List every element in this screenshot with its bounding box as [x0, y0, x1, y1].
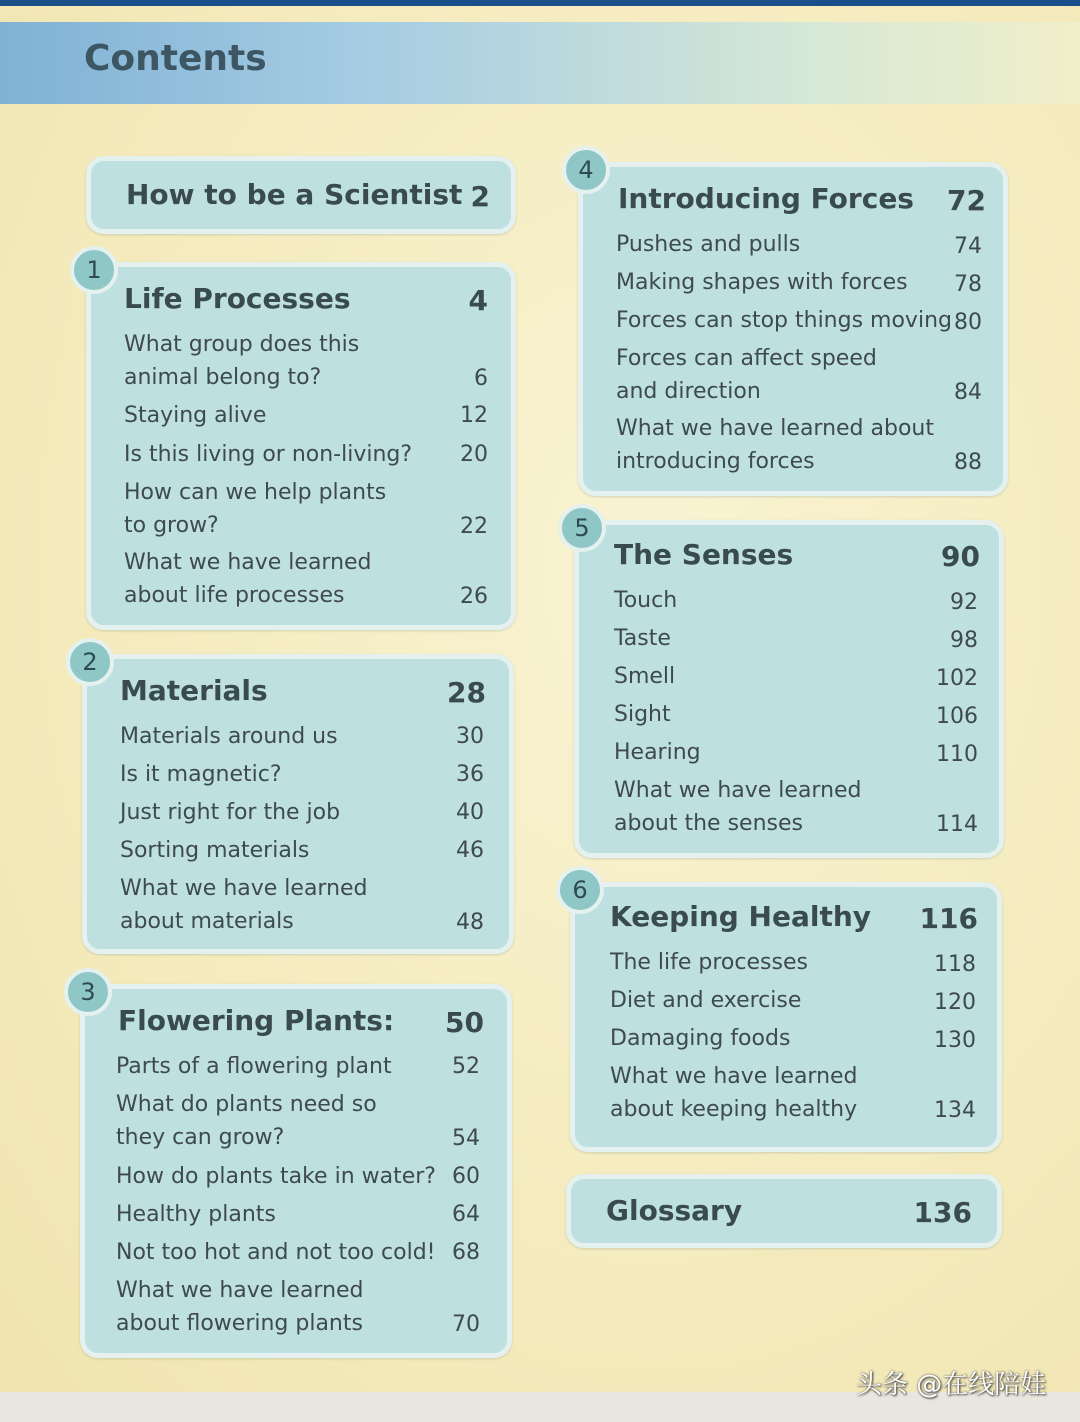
- entry-text: Is this living or non-living?: [124, 442, 413, 467]
- unit-title-page: 116: [919, 902, 978, 935]
- unit-number-badge: 4: [562, 146, 610, 194]
- entry-page: 52: [452, 1054, 480, 1079]
- entry-page: 30: [456, 724, 484, 749]
- unit-number-badge: 2: [66, 638, 114, 686]
- unit-title-page: 4: [468, 284, 488, 317]
- entry-page: 54: [452, 1126, 480, 1151]
- entry-page: 36: [456, 762, 484, 787]
- entry-text: What we have learned about introducing forces: [616, 416, 934, 474]
- top-edge-strip: [0, 0, 1080, 6]
- entry-text: Damaging foods: [610, 1026, 791, 1051]
- entry-text: What we have learned about keeping healthy: [610, 1064, 858, 1122]
- entry-text: Forces can stop things moving: [616, 308, 952, 333]
- unit-title-page: 28: [447, 676, 486, 709]
- entry-page: 98: [950, 628, 978, 653]
- glossary-page: 136: [913, 1196, 972, 1229]
- entry-text: What we have learned about flowering plants: [116, 1278, 364, 1336]
- unit-number-badge: 3: [64, 968, 112, 1016]
- intro-title: How to be a Scientist: [126, 178, 463, 211]
- entry-page: 22: [460, 514, 488, 539]
- entry-text: Touch: [614, 588, 678, 613]
- entry-text: Not too hot and not too cold!: [116, 1240, 436, 1265]
- unit-title-page: 50: [445, 1006, 484, 1039]
- watermark-text: 头条 @在线陪娃: [856, 1370, 1047, 1400]
- entry-page: 92: [950, 590, 978, 615]
- entry-text: What do plants need so they can grow?: [116, 1092, 377, 1150]
- unit-title-page: 72: [947, 184, 986, 217]
- entry-text: Sorting materials: [120, 838, 310, 863]
- entry-text: Smell: [614, 664, 676, 689]
- entry-page: 64: [452, 1202, 480, 1227]
- entry-page: 84: [954, 380, 982, 405]
- entry-page: 6: [474, 366, 488, 391]
- unit-title: Life Processes: [124, 282, 351, 315]
- entry-text: What we have learned about the senses: [614, 778, 862, 836]
- entry-text: Taste: [614, 626, 671, 651]
- entry-page: 70: [452, 1312, 480, 1337]
- entry-text: Just right for the job: [120, 800, 341, 825]
- entry-text: What group does this animal belong to?: [124, 332, 360, 390]
- entry-page: 134: [934, 1098, 976, 1123]
- unit-number-badge: 6: [556, 866, 604, 914]
- unit-title: The Senses: [614, 538, 794, 571]
- entry-page: 20: [460, 442, 488, 467]
- unit-number-badge: 5: [558, 504, 606, 552]
- unit-title: Materials: [120, 674, 268, 707]
- entry-page: 110: [936, 742, 978, 767]
- entry-page: 40: [456, 800, 484, 825]
- entry-text: The life processes: [610, 950, 808, 975]
- entry-text: Parts of a flowering plant: [116, 1054, 392, 1079]
- entry-page: 114: [936, 812, 978, 837]
- intro-page: 2: [470, 180, 490, 213]
- entry-page: 118: [934, 952, 976, 977]
- entry-page: 12: [460, 403, 488, 428]
- entry-page: 80: [954, 310, 982, 335]
- entry-text: Staying alive: [124, 403, 267, 428]
- entry-page: 102: [936, 666, 978, 691]
- entry-text: How do plants take in water?: [116, 1164, 436, 1189]
- unit-title: Keeping Healthy: [610, 900, 872, 933]
- entry-page: 130: [934, 1028, 976, 1053]
- entry-page: 106: [936, 704, 978, 729]
- entry-page: 48: [456, 910, 484, 935]
- entry-page: 46: [456, 838, 484, 863]
- entry-text: Diet and exercise: [610, 988, 802, 1013]
- entry-text: Materials around us: [120, 724, 338, 749]
- entry-page: 68: [452, 1240, 480, 1265]
- unit-title: Introducing Forces: [618, 182, 914, 215]
- entry-text: Sight: [614, 702, 671, 727]
- entry-page: 120: [934, 990, 976, 1015]
- entry-text: What we have learned about materials: [120, 876, 368, 934]
- entry-page: 74: [954, 234, 982, 259]
- unit-title: Flowering Plants:: [118, 1004, 395, 1037]
- entry-page: 26: [460, 584, 488, 609]
- entry-text: How can we help plants to grow?: [124, 480, 387, 538]
- entry-page: 88: [954, 450, 982, 475]
- entry-text: Forces can affect speed and direction: [616, 346, 877, 404]
- unit-number-badge: 1: [70, 246, 118, 294]
- entry-text: Hearing: [614, 740, 701, 765]
- unit-title-page: 90: [941, 540, 980, 573]
- entry-text: Healthy plants: [116, 1202, 276, 1227]
- entry-text: Making shapes with forces: [616, 270, 908, 295]
- entry-page: 60: [452, 1164, 480, 1189]
- entry-text: What we have learned about life processes: [124, 550, 372, 608]
- entry-text: Pushes and pulls: [616, 232, 801, 257]
- entry-page: 78: [954, 272, 982, 297]
- page-title: Contents: [84, 38, 267, 79]
- entry-text: Is it magnetic?: [120, 762, 282, 787]
- glossary-title: Glossary: [606, 1194, 743, 1227]
